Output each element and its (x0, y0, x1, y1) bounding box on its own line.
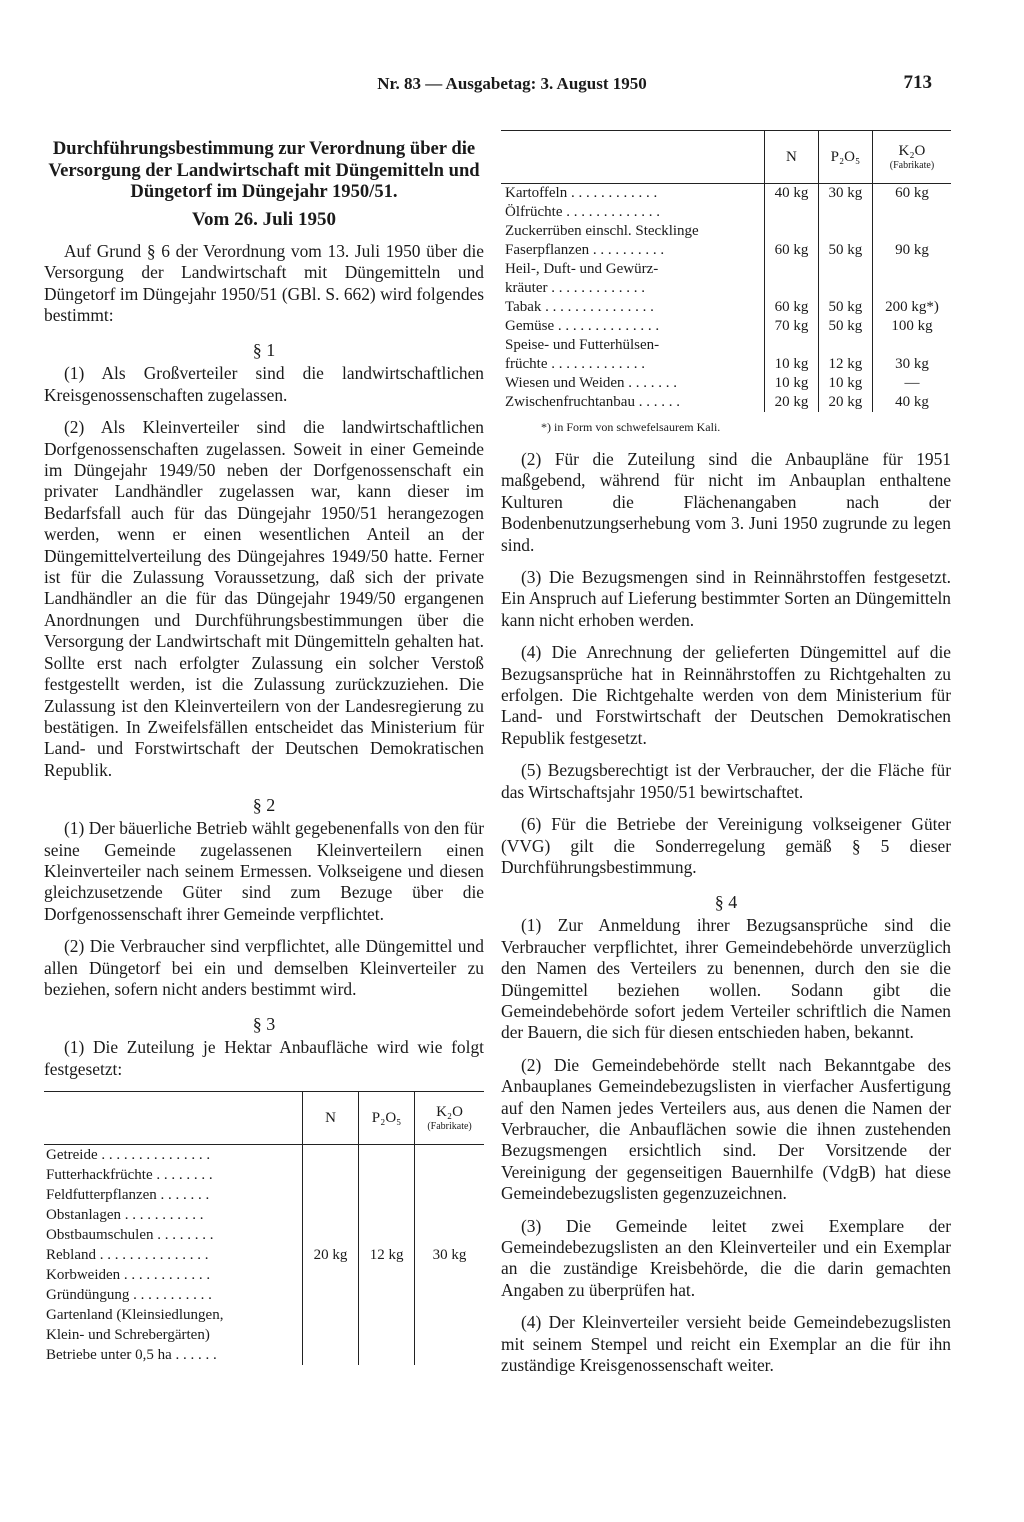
table-cell-n: 40 kg (765, 184, 819, 204)
k2o-note: (Fabrikate) (427, 1121, 472, 1133)
table-row-crop: Klein- und Schrebergärten) (46, 1327, 210, 1344)
table-row (501, 336, 951, 355)
section-heading-2: § 2 (252, 795, 276, 816)
table-cell-n (765, 336, 819, 355)
table-header-n: N (303, 1092, 359, 1145)
table-cell-crop: Wiesen und Weiden . . . . . . . (505, 375, 678, 391)
section-3-para-1: (1) Die Zuteilung je Hektar Anbaufläche wird wie folgt festgesetzt: (44, 1037, 484, 1079)
table-row-crop: Obstanlagen . . . . . . . . . . . (46, 1207, 204, 1224)
section-heading-3: § 3 (252, 1014, 276, 1035)
table-cell-k2o: 90 kg (872, 241, 951, 260)
document-title: Durchführungsbestimmung zur Verordnung über die Versorgung der Landwirtschaft mit Düngemitteln und Düngetorf im Düngejahr 1950/51. (48, 138, 480, 203)
table-cell-n: 20 kg (765, 393, 819, 412)
table-cell-crop: Ölfrüchte . . . . . . . . . . . . . (505, 204, 660, 220)
table-row-crop: Korbweiden . . . . . . . . . . . . (46, 1267, 211, 1284)
table-cell-k2o: 30 kg (872, 355, 951, 374)
section-3-para-6: (6) Für die Betriebe der Vereinigung volkseigener Güter (VVG) gilt die Sonderregelung gemäß § 5 dieser Durchführungsbestimmung. (501, 814, 951, 877)
table-cell-crop: Speise- und Futterhülsen- (505, 337, 660, 353)
table-cell-p2o5 (818, 336, 872, 355)
table-cell-k2o: 200 kg*) (872, 298, 951, 317)
table-row-crop: Obstbaumschulen . . . . . . . . (46, 1227, 214, 1244)
table-cell-crop: Faserpflanzen . . . . . . . . . . (505, 242, 665, 258)
table-row-crop: Betriebe unter 0,5 ha . . . . . . (46, 1347, 217, 1364)
table-cell-p2o5 (818, 222, 872, 241)
table-header-crop (501, 131, 765, 184)
section-heading-1: § 1 (252, 340, 276, 361)
table-cell-k2o: 40 kg (872, 393, 951, 412)
table-cell-k2o (872, 279, 951, 298)
table-cell-n (765, 222, 819, 241)
allocation-table-wrapper (501, 130, 951, 435)
table-cell-p2o5: 50 kg (818, 241, 872, 260)
table-header-p2o5: P₂O₅ (818, 131, 872, 184)
section-2-para-1: (1) Der bäuerliche Betrieb wählt gegebenenfalls von den für seine Gemeinde zugelassenen Kleinverteilern einen Kleinverteiler nach seinem Ermessen. Volkseigene und diesen gleichzusetzende Güter sind zum Bezuge über die Dorfgenossenschaft ihrer Gemeinde verpflichtet. (44, 818, 484, 924)
section-3-para-3: (3) Die Bezugsmengen sind in Reinnährstoffen festgesetzt. Ein Anspruch auf Lieferung bestimmter Sorten an Düngemitteln kann nicht erhoben werden. (501, 567, 951, 630)
table-cell-crop: Zwischenfruchtanbau . . . . . . (505, 394, 680, 410)
table-cell-p2o5: 12 kg (359, 1145, 415, 1366)
table-cell-k2o: — (872, 374, 951, 393)
section-4-para-3: (3) Die Gemeinde leitet zwei Exemplare der Gemeindebezugslisten an den Kleinverteiler und ein Exemplar an die zuständige Kreisbehörde, die die darin gemachten Angaben zu überprüfen hat. (501, 1215, 951, 1300)
table-row (501, 203, 951, 222)
table-cell-k2o: 60 kg (872, 184, 951, 204)
table-row (501, 222, 951, 241)
table-cell-n: 10 kg (765, 355, 819, 374)
table-cell-crop: früchte . . . . . . . . . . . . . (505, 356, 645, 372)
issue-header: Nr. 83 — Ausgabetag: 3. August 1950 (377, 74, 647, 93)
table-row-crop: Feldfutterpflanzen . . . . . . . (46, 1187, 210, 1204)
table-row (501, 184, 951, 204)
table-cell-p2o5: 12 kg (818, 355, 872, 374)
table-header-crop (44, 1092, 303, 1145)
table-row (501, 298, 951, 317)
table-row (501, 260, 951, 279)
page-number: 713 (903, 72, 932, 93)
section-2-para-2: (2) Die Verbraucher sind verpflichtet, alle Düngemittel und allen Düngetorf bei ein und demselben Kleinverteiler zu beziehen, sofern nicht anders bestimmt wird. (44, 936, 484, 999)
allocation-table-body (501, 184, 951, 413)
section-3-para-5: (5) Bezugsberechtigt ist der Verbraucher, der die Fläche für das Wirtschaftsjahr 1950/51 bewirtschaftet. (501, 760, 951, 802)
allocation-table-crops (501, 130, 951, 412)
table-cell-n: 70 kg (765, 317, 819, 336)
table-header-n: N (765, 131, 819, 184)
table-cell-n: 60 kg (765, 241, 819, 260)
table-header-k2o (872, 131, 951, 184)
table-cell-n (765, 279, 819, 298)
table-cell-p2o5 (818, 260, 872, 279)
table-cell-k2o (872, 336, 951, 355)
table-cell-crop: Tabak . . . . . . . . . . . . . . . (505, 299, 654, 315)
table-cell-k2o (872, 260, 951, 279)
section-4-para-4: (4) Der Kleinverteiler versieht beide Gemeindebezugslisten mit seinem Stempel und reicht ein Exemplar an die für ihn zuständige Kreisgenossenschaft weiter. (501, 1312, 951, 1376)
table-cell-crop: kräuter . . . . . . . . . . . . . (505, 280, 645, 296)
table-row-crop: Gründüngung . . . . . . . . . . . (46, 1287, 212, 1304)
table-row (501, 279, 951, 298)
table-row-crop: Futterhackfrüchte . . . . . . . . (46, 1167, 213, 1184)
table-cell-crop: Kartoffeln . . . . . . . . . . . . (505, 185, 658, 201)
table-cell-k2o (872, 222, 951, 241)
section-4-para-2: (2) Die Gemeindebehörde stellt nach Bekanntgabe des Anbauplanes Gemeindebezugslisten in vierfacher Ausfertigung auf den Namen jedes Verteilers aus, aus denen die Namen der Verbraucher, die Anbauflächen sowie die ihnen zustehenden Bezugsmengen ersichtlich sind. Der Vorsitzende der Vereinigung der gegenseitigen Bauernhilfe (VdgB) hat diese Gemeindebezugslisten gegenzuzeichnen. (501, 1054, 951, 1204)
table-row (501, 374, 951, 393)
table-header-k2o (415, 1092, 484, 1145)
section-3-para-2: (2) Für die Zuteilung sind die Anbaupläne für 1951 maßgebend, während für nicht im Anbauplan enthaltene Kulturen die Flächenangaben nach der Bodenbenutzungserhebung vom 3. Juni 1950 zugrunde zu legen sind. (501, 449, 951, 555)
table-row-crop: Rebland . . . . . . . . . . . . . . . (46, 1247, 209, 1264)
table-row (501, 317, 951, 336)
k2o-label: K₂O (436, 1104, 463, 1121)
table-cell-p2o5 (818, 203, 872, 222)
table-cell-k2o (872, 203, 951, 222)
table-cell-p2o5: 20 kg (818, 393, 872, 412)
k2o-note: (Fabrikate) (889, 160, 935, 171)
table-footnote: *) in Form von schwefelsaurem Kali. (541, 420, 721, 434)
table-cell-crop: Zuckerrüben einschl. Stecklinge (505, 223, 699, 239)
table-header-p2o5: P₂O₅ (359, 1092, 415, 1145)
table-cell-p2o5 (818, 279, 872, 298)
allocation-table-grain (44, 1091, 484, 1365)
table-cell-n (765, 203, 819, 222)
table-cell-n: 20 kg (303, 1145, 359, 1366)
table-cell-k2o: 100 kg (872, 317, 951, 336)
table-cell-p2o5: 10 kg (818, 374, 872, 393)
intro-paragraph: Auf Grund § 6 der Verordnung vom 13. Juli 1950 über die Versorgung der Landwirtschaft mit Düngemitteln und Düngetorf im Düngejahr 1950/51 (GBl. S. 662) wird folgendes bestimmt: (44, 240, 484, 325)
table-row (501, 241, 951, 260)
section-1-para-1: (1) Als Großverteiler sind die landwirtschaftlichen Kreisgenossenschaften zugelassen. (44, 363, 484, 405)
table-cell-crop: Gemüse . . . . . . . . . . . . . . (505, 318, 660, 334)
section-heading-4: § 4 (714, 892, 738, 913)
right-column (501, 130, 951, 1387)
left-column (44, 130, 484, 1365)
table-cell-p2o5: 50 kg (818, 317, 872, 336)
table-row-crop: Gartenland (Kleinsiedlungen, (46, 1307, 224, 1324)
section-1-para-2: (2) Als Kleinverteiler sind die landwirtschaftlichen Dorfgenossenschaften zugelassen. Soweit in einer Gemeinde im Düngejahr 1949/50 neben der Dorfgenossenschaft ein privater Landhändler zugelassen war, kann dieser im Bedarfsfall auch für das Düngejahr 1950/51 herangezogen werden, wenn er einen wesentlichen Anteil an der Düngemittelverteilung des Düngejahres 1949/50 hatte. Ferner ist für die Zulassung Voraussetzung, daß sich der private Landhändler an die für das Düngejahr 1949/50 ergangenen Anordnungen und Durchführungsbestimmungen über die Versorgung der Landwirtschaft mit Düngemitteln gehalten hat. Sollte erst nach erfolgter Zulassung ein solcher Verstoß festgestellt werden, ist die Zulassung zurückzuziehen. Die Zulassung ist den Kleinverteilern von der Landesregierung zu bestätigen. In Zweifelsfällen entscheidet das Ministerium für Land- und Forstwirtschaft der Deutschen Demokratischen Republik. (44, 417, 484, 780)
table-cell-n: 10 kg (765, 374, 819, 393)
section-3-para-4: (4) Die Anrechnung der gelieferten Düngemittel auf die Bezugsansprüche hat in Reinnährstoffen zu Richtgehalten zu erfolgen. Die Richtgehalte werden von dem Ministerium für Land- und Forstwirtschaft der Deutschen Demokratischen Republik festgesetzt. (501, 642, 951, 748)
table-row (501, 355, 951, 374)
table-row (501, 393, 951, 412)
table-cell-p2o5: 30 kg (818, 184, 872, 204)
table-cell-k2o: 30 kg (415, 1145, 484, 1366)
section-4-para-1: (1) Zur Anmeldung ihrer Bezugsansprüche sind die Verbraucher verpflichtet, ihrer Gemeindebehörde unverzüglich den Namen des Verteilers zu benennen, durch den sie die Düngemittel beziehen wollen. Sodann gibt die Gemeindebehörde sofort jedem Verteiler schriftlich die Namen der Bauern, die sich für diesen entschieden haben, bekannt. (501, 915, 951, 1043)
document-date: Vom 26. Juli 1950 (192, 208, 336, 230)
table-cell-n: 60 kg (765, 298, 819, 317)
table-cell-n (765, 260, 819, 279)
table-cell-crop: Heil-, Duft- und Gewürz- (505, 261, 659, 277)
table-cell-p2o5: 50 kg (818, 298, 872, 317)
table-row-crop: Getreide . . . . . . . . . . . . . . . (46, 1147, 211, 1164)
k2o-label: K₂O (898, 143, 926, 159)
